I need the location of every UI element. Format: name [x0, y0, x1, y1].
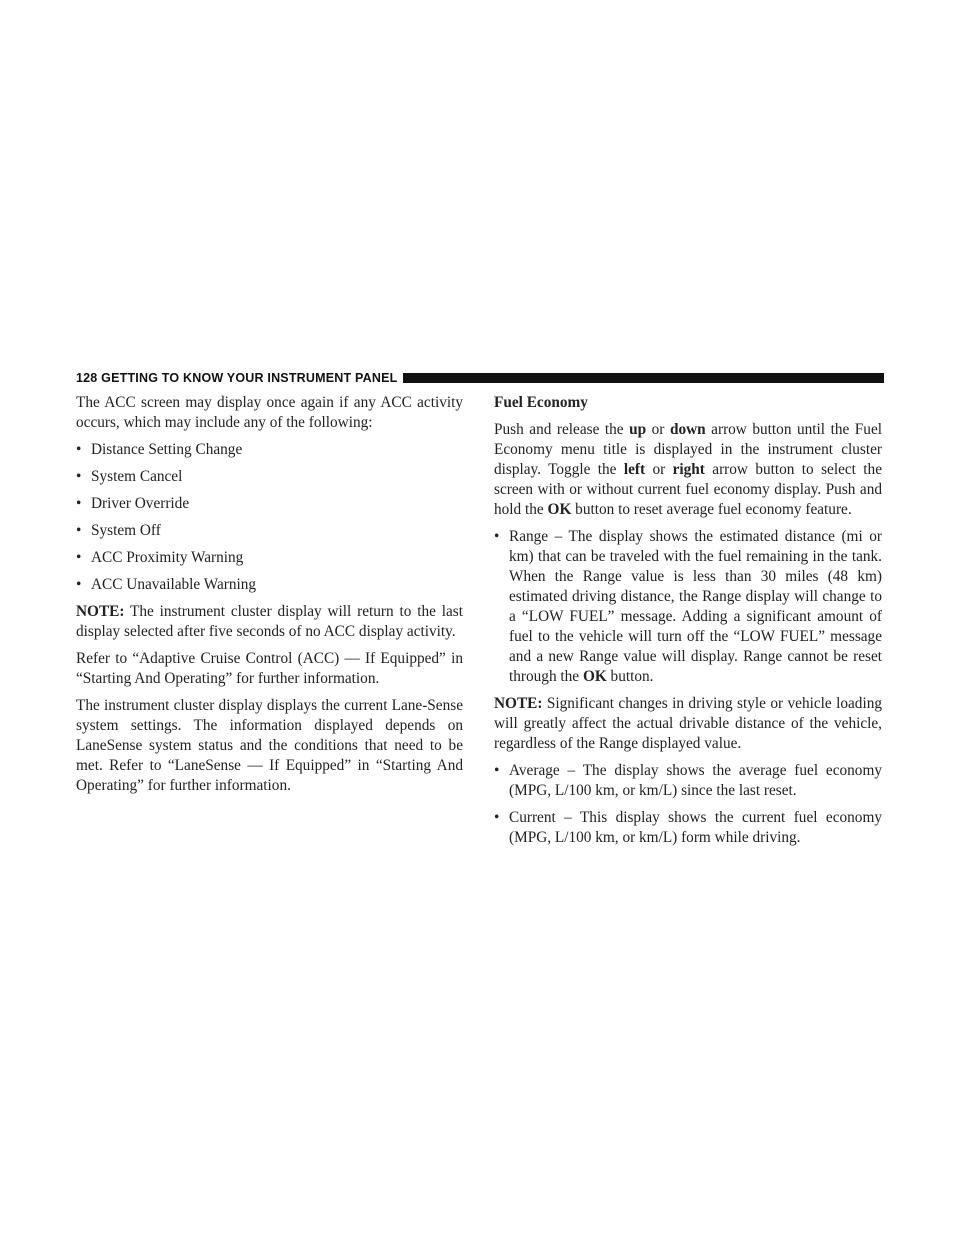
acc-note-paragraph: NOTE: The instrument cluster display will return to the last display selected after five seconds of no ACC display activity. — [76, 603, 463, 640]
section-title: GETTING TO KNOW YOUR INSTRUMENT PANEL — [101, 371, 398, 385]
header-rule — [403, 373, 884, 383]
ok-keyword: OK — [582, 668, 607, 685]
list-item: • Average – The display shows the average fuel economy (MPG, L/100 km, or km/L) since the last reset. — [494, 762, 882, 799]
page-header-text — [76, 371, 397, 385]
list-item: • System Off — [76, 522, 161, 539]
right-column — [494, 393, 882, 855]
list-item: • Range – The display shows the estimated distance (mi or km) that can be traveled with the fuel remaining in the tank. When the Range value is less than 30 miles (48 km) estimated driving distance, the Range display will change to a “LOW FUEL” message. Adding a significant amount of fuel to the vehicle will turn off the “LOW FUEL” message and a new Range value will display. Range cannot be reset through the OK button. — [494, 528, 882, 685]
list-item: • Current – This display shows the current fuel economy (MPG, L/100 km, or km/L) form while driving. — [494, 809, 882, 846]
right-keyword: right — [672, 461, 705, 478]
bullet-icon: • — [76, 468, 82, 485]
bullet-icon: • — [76, 495, 82, 512]
list-item: • ACC Proximity Warning — [76, 549, 244, 566]
page-header — [76, 370, 884, 386]
list-item: • Driver Override — [76, 495, 190, 512]
bullet-icon: • — [76, 522, 82, 539]
acc-intro-paragraph: The ACC screen may display once again if any ACC activity occurs, which may include any of the following: — [76, 394, 463, 431]
fuel-economy-intro-paragraph: Push and release the up or down arrow button until the Fuel Economy menu title is displayed in the instrument cluster display. Toggle the left or right arrow button to select the screen with or without current fuel economy display. Push and hold the OK button to reset average fuel economy feature. — [494, 421, 882, 518]
bullet-icon: • — [494, 762, 500, 779]
list-item: • Distance Setting Change — [76, 441, 243, 458]
ok-keyword: OK — [547, 501, 572, 518]
list-item: • System Cancel — [76, 468, 183, 485]
page-number: 128 — [76, 371, 98, 385]
fuel-economy-list-range — [494, 527, 882, 687]
note-label: NOTE: — [76, 603, 125, 620]
lanesense-paragraph: The instrument cluster display displays the current Lane-Sense system settings. The information displayed depends on LaneSense system status and the conditions that need to be met. Refer to “LaneSense — If Equipped” in “Starting And Operating” for further information. — [76, 697, 463, 794]
bullet-icon: • — [76, 549, 82, 566]
bullet-icon: • — [494, 528, 500, 545]
bullet-icon: • — [494, 809, 500, 826]
bullet-icon: • — [76, 441, 82, 458]
bullet-icon: • — [76, 576, 82, 593]
fuel-economy-heading: Fuel Economy — [494, 394, 588, 411]
left-column — [76, 393, 463, 803]
up-keyword: up — [629, 421, 647, 438]
note-label: NOTE: — [494, 695, 543, 712]
fuel-note-paragraph: NOTE: Significant changes in driving style or vehicle loading will greatly affect the actual drivable distance of the vehicle, regardless of the Range displayed value. — [494, 695, 882, 752]
fuel-economy-list-modes — [494, 761, 882, 848]
acc-refer-paragraph: Refer to “Adaptive Cruise Control (ACC) — If Equipped” in “Starting And Operating” for further information. — [76, 650, 463, 687]
list-item: • ACC Unavailable Warning — [76, 576, 257, 593]
left-keyword: left — [623, 461, 646, 478]
acc-activity-list — [76, 440, 463, 595]
down-keyword: down — [669, 421, 706, 438]
